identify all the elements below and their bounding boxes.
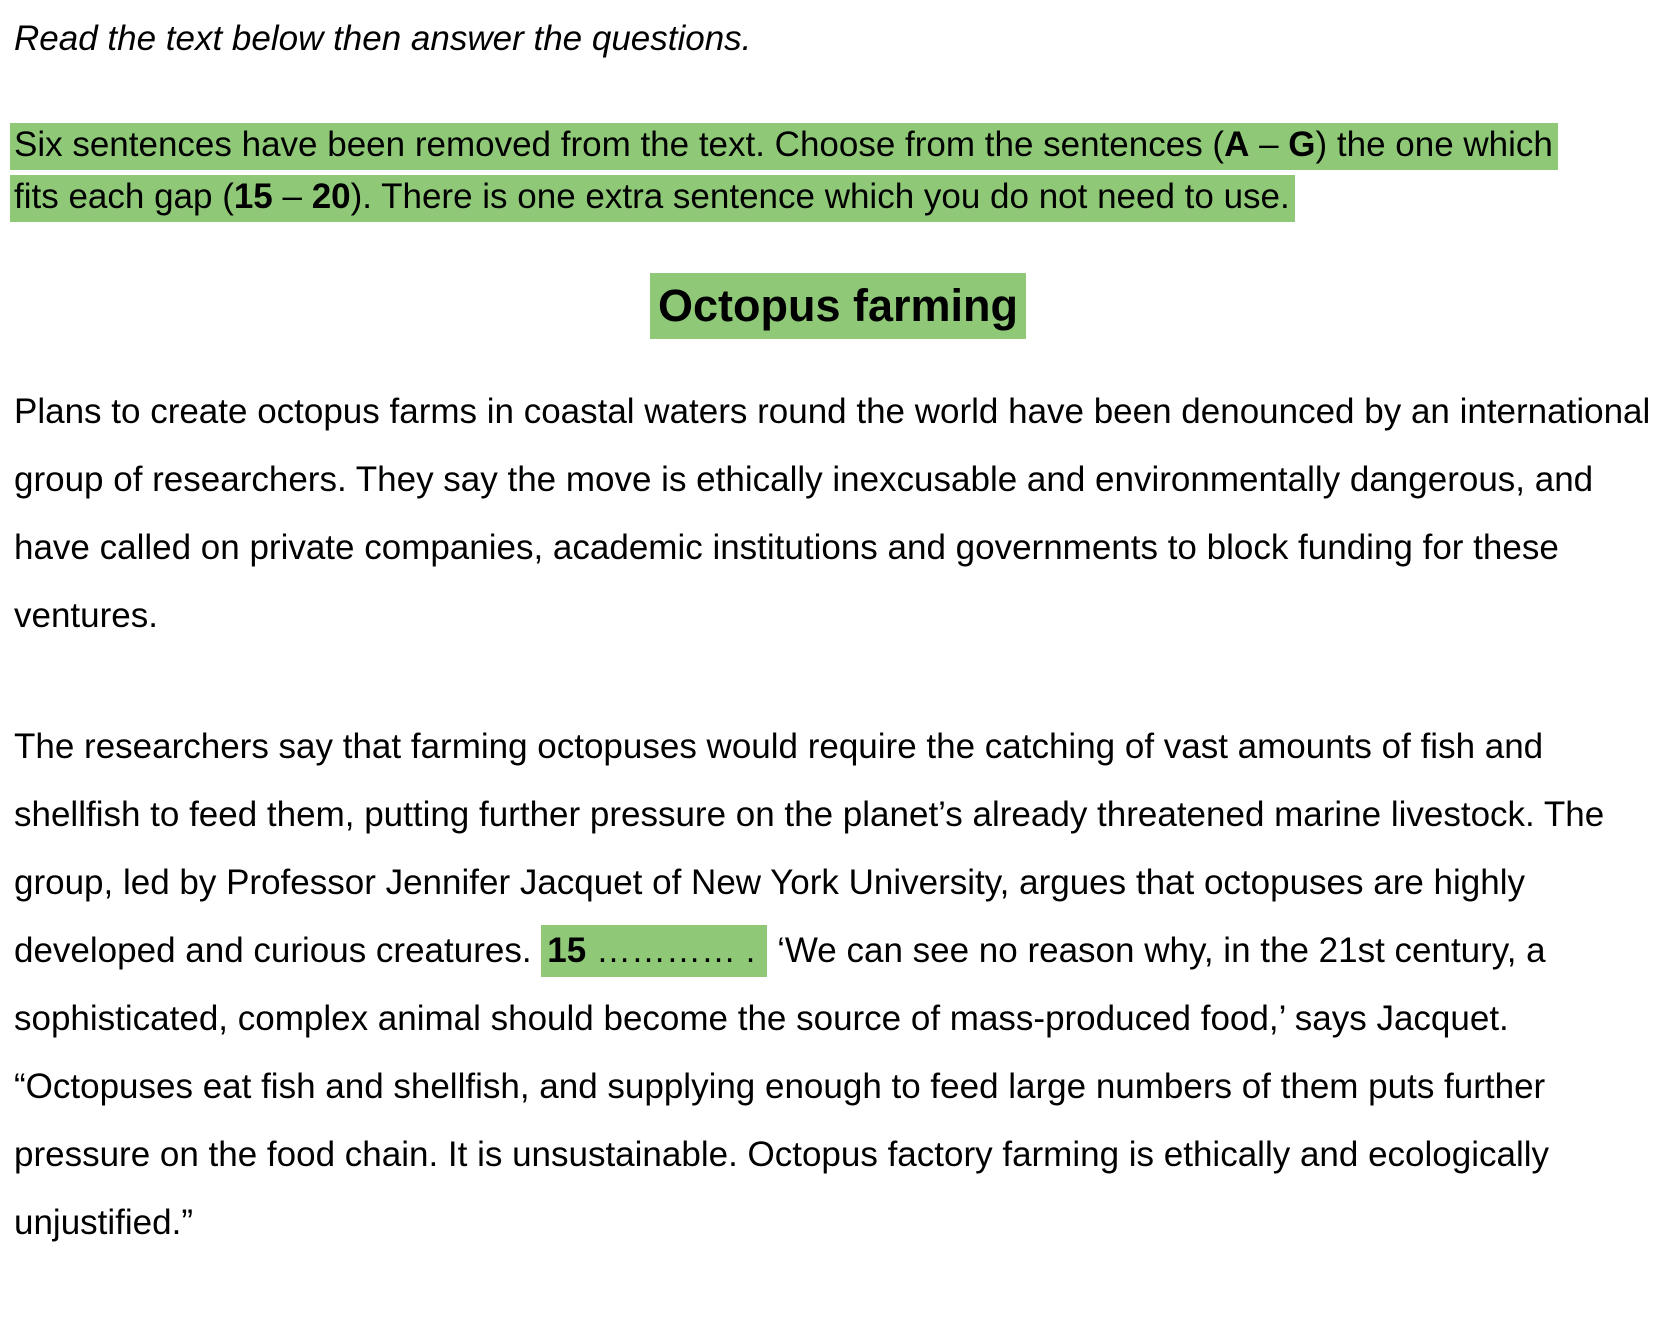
task-text-part1: Six sentences have been removed from the text. Choose from the sentences ( [14, 125, 1225, 164]
task-text-part3: ). There is one extra sentence which you do not need to use. [350, 177, 1290, 216]
gap-dots: ………… . [586, 931, 756, 970]
task-dash-1: – [1249, 125, 1289, 164]
paragraph-2-before-gap: The researchers say that farming octopuses would require the catching of vast amounts of fish and shellfish to feed them, putting further pressure on the planet’s already threatened marine livestock. The group, led by Professor Jennifer Jacquet of New York University, argues that octopuses are highly developed and curious creatures. [14, 727, 1605, 970]
task-text-part2: ) the one which fits each gap ( [14, 125, 1553, 216]
title-container [14, 273, 1654, 339]
task-highlight [10, 123, 1558, 222]
task-dash-2: – [272, 177, 312, 216]
paragraph-2 [14, 713, 1664, 1257]
paragraph-2-after-gap: ‘We can see no reason why, in the 21st century, a sophisticated, complex animal should become the source of mass-produced food,’ says Jacquet. “Octopuses eat fish and shellfish, and supplying enough to feed large numbers of them puts further pressure on the food chain. It is unsustainable. Octopus factory farming is ethically and ecologically unjustified.” [14, 931, 1549, 1242]
task-letter-g: G [1288, 125, 1316, 164]
instruction-text: Read the text below then answer the questions. [14, 19, 752, 58]
article-title: Octopus farming [650, 273, 1026, 339]
document-page [14, 0, 1654, 1257]
task-number-20: 20 [311, 177, 351, 216]
gap-number: 15 [547, 931, 587, 970]
task-number-15: 15 [233, 177, 273, 216]
gap-15[interactable] [541, 925, 767, 977]
task-letter-a: A [1224, 125, 1250, 164]
paragraph-1: Plans to create octopus farms in coastal waters round the world have been denounced by an international group of researchers. They say the move is ethically inexcusable and environmentally dangerous, and have called on private companies, academic institutions and governments to block funding for these ventures. [14, 392, 1651, 635]
task-instructions [10, 119, 1590, 223]
